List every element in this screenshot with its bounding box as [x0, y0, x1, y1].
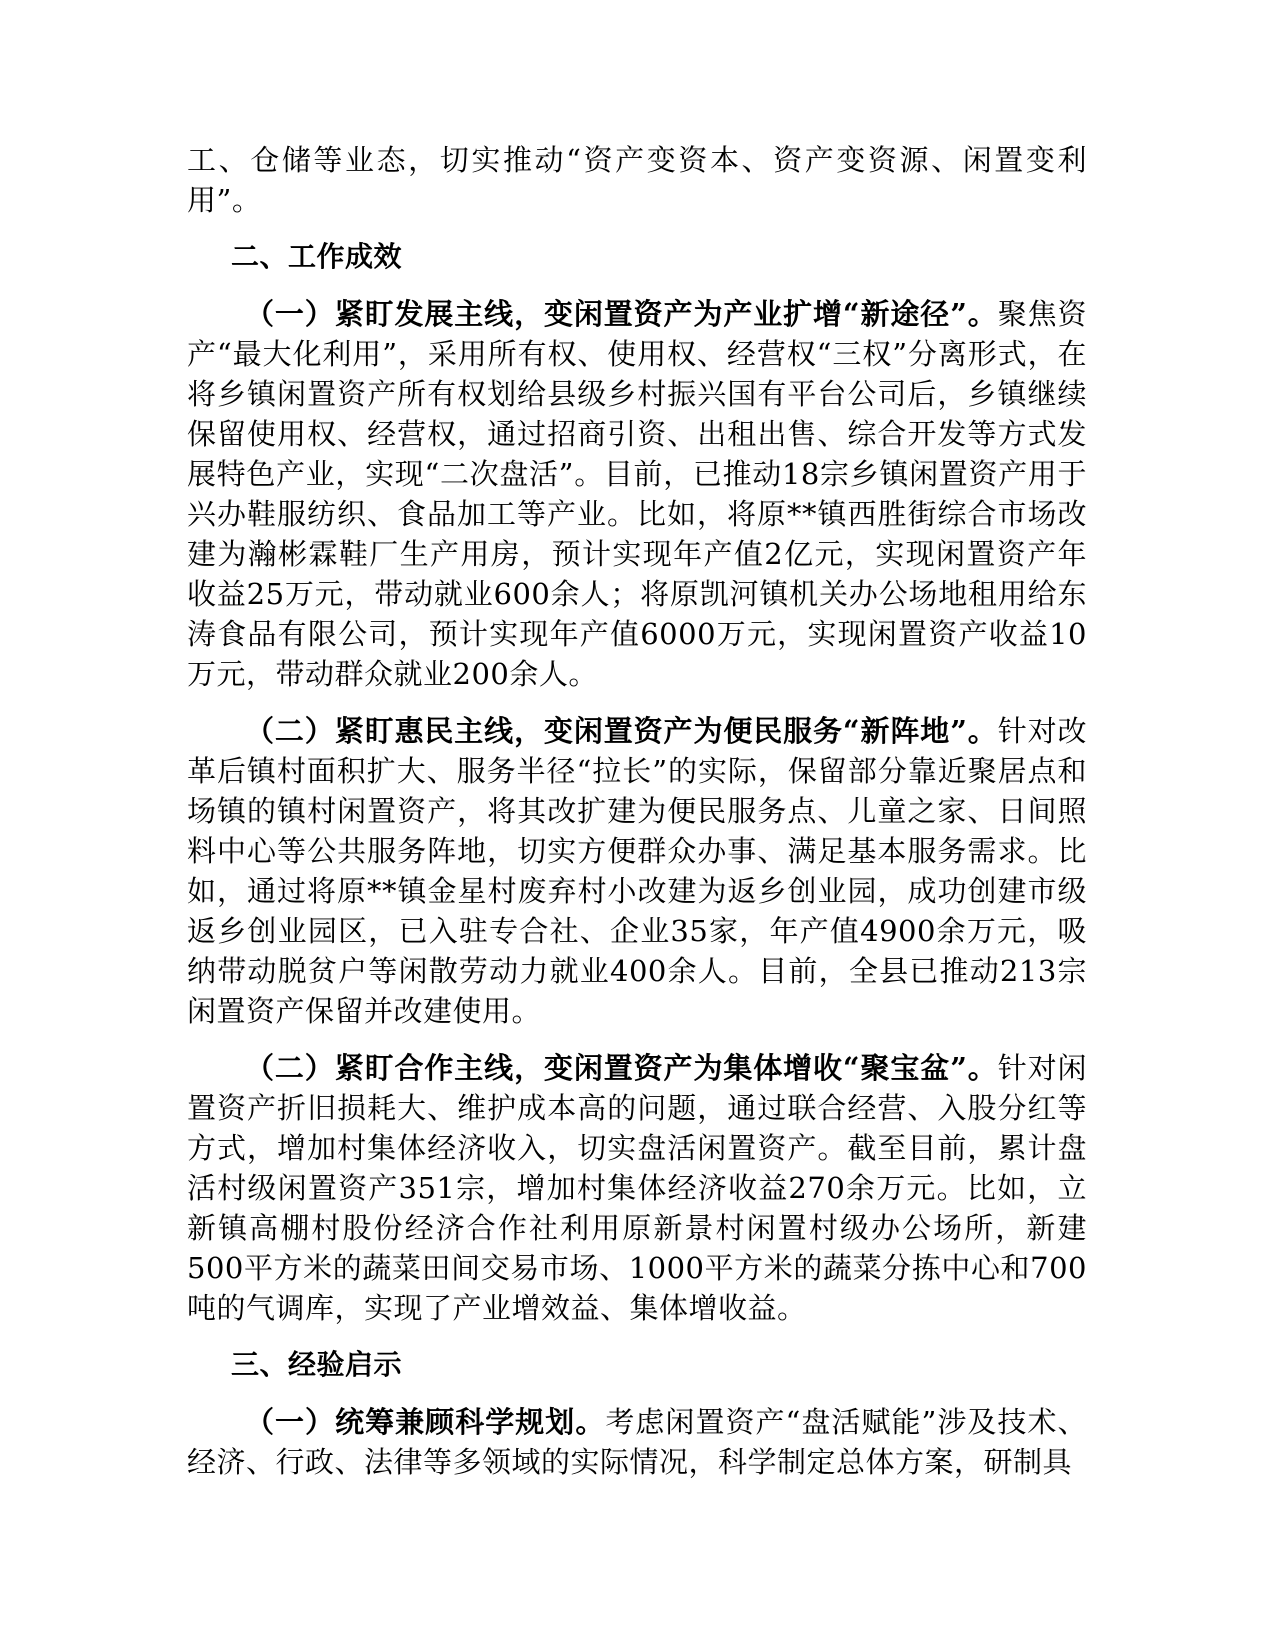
paragraph-lead: （一）紧盯发展主线，变闲置资产为产业扩增“新途径”。	[245, 297, 998, 331]
paragraph-continuation	[187, 140, 1087, 220]
paragraph-cooperation	[187, 1048, 1087, 1328]
paragraph-planning	[187, 1402, 1087, 1482]
section-heading-results: 二、工作成效	[231, 240, 403, 273]
paragraph-text: 工、仓储等业态，切实推动“资产变资本、资产变资源、闲置变利用”。	[187, 143, 1087, 217]
paragraph-text: 针对改革后镇村面积扩大、服务半径“拉长”的实际，保留部分靠近聚居点和场镇的镇村闲置资产，将其改扩建为便民服务点、儿童之家、日间照料中心等公共服务阵地，切实方便群众办事、满足基本服务需求。比如，通过将原**镇金星村废弃村小改建为返乡创业园，成功创建市级返乡创业园区，已入驻专合社、企业35家，年产值4900余万元，吸纳带动脱贫户等闲散劳动力就业400余人。目前，全县已推动213宗闲置资产保留并改建使用。	[187, 714, 1087, 1028]
paragraph-text: 聚焦资产“最大化利用”，采用所有权、使用权、经营权“三权”分离形式，在将乡镇闲置资产所有权划给县级乡村振兴国有平台公司后，乡镇继续保留使用权、经营权，通过招商引资、出租出售、综合开发等方式发展特色产业，实现“二次盘活”。目前，已推动18宗乡镇闲置资产用于兴办鞋服纺织、食品加工等产业。比如，将原**镇西胜街综合市场改建为瀚彬霖鞋厂生产用房，预计实现年产值2亿元，实现闲置资产年收益25万元，带动就业600余人；将原凯河镇机关办公场地租用给东涛食品有限公司，预计实现年产值6000万元，实现闲置资产收益10万元，带动群众就业200余人。	[187, 297, 1087, 691]
paragraph-text: 考虑闲置资产“盘活赋能”涉及技术、经济、行政、法律等多领域的实际情况，科学制定总体方案，研制具	[187, 1405, 1087, 1479]
document-body	[187, 140, 1087, 1499]
section-heading-lessons: 三、经验启示	[231, 1348, 403, 1381]
paragraph-lead: （二）紧盯惠民主线，变闲置资产为便民服务“新阵地”。	[245, 714, 998, 748]
paragraph-lead: （二）紧盯合作主线，变闲置资产为集体增收“聚宝盆”。	[245, 1051, 998, 1085]
paragraph-lead: （一）统筹兼顾科学规划。	[245, 1405, 606, 1439]
paragraph-text: 针对闲置资产折旧损耗大、维护成本高的问题，通过联合经营、入股分红等方式，增加村集体经济收入，切实盘活闲置资产。截至目前，累计盘活村级闲置资产351宗，增加村集体经济收益270余万元。比如，立新镇高棚村股份经济合作社利用原新景村闲置村级办公场所，新建500平方米的蔬菜田间交易市场、1000平方米的蔬菜分拣中心和700吨的气调库，实现了产业增效益、集体增收益。	[187, 1051, 1087, 1325]
paragraph-development	[187, 294, 1087, 694]
paragraph-public-service	[187, 711, 1087, 1031]
